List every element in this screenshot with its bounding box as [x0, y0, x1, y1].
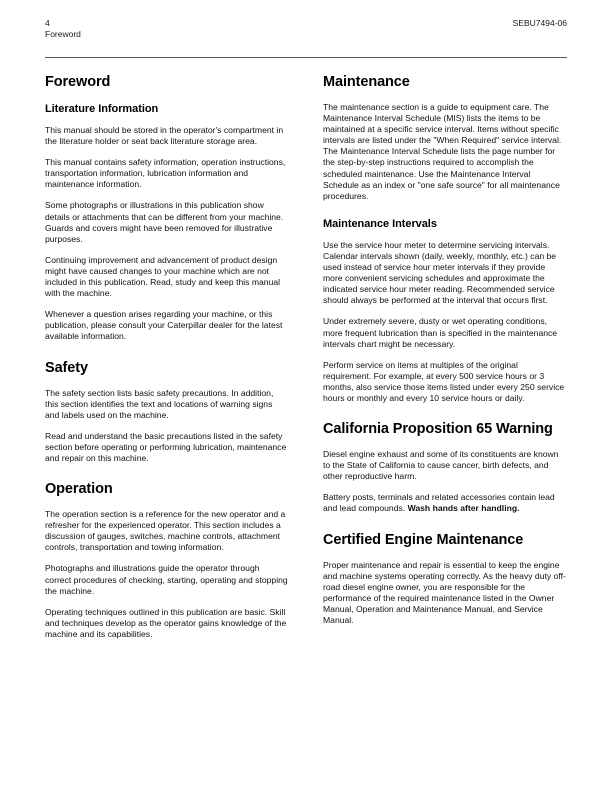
left-text-column: [45, 74, 288, 640]
body-paragraph: The safety section lists basic safety precautions. In addition, this section identifies the text and locations of warning signs and labels used on the machine.: [45, 387, 274, 420]
body-paragraph: Whenever a question arises regarding your machine, or this publication, please consult your Caterpillar dealer for the latest available information.: [45, 309, 283, 342]
body-paragraph: [323, 492, 566, 514]
body-paragraph: Read and understand the basic precautions listed in the safety section before operating or performing lubrication, maintenance and repair on this machine.: [45, 430, 287, 463]
body-paragraph: Photographs and illustrations guide the operator through correct procedures of checking, starting, operating and stopping the machine.: [45, 563, 288, 596]
paragraph-text: Battery posts, terminals and related accessories contain lead and lead compounds.: [323, 492, 555, 514]
page-number: 4: [45, 18, 50, 28]
body-paragraph: Diesel engine exhaust and some of its constituents are known to the State of California to cause cancer, birth defects, and other reproductive harm.: [323, 449, 559, 482]
body-paragraph: Perform service on items at multiples of the original requirement. For example, at every 500 service hours or 3 months, also service those items listed under every 250 service hours or monthly and every 10 service hours or daily.: [323, 359, 565, 403]
body-paragraph: The operation section is a reference for the new operator and a refresher for the experienced operator. This section includes a discussion of gauges, switches, machine controls, attachment controls, transportation and towing information.: [45, 509, 286, 553]
body-paragraph: Proper maintenance and repair is essential to keep the engine and machine systems operating correctly. As the heavy duty off-road diesel engine owner, you are responsible for the performance of the required maintenance listed in the Owner Manual, Operation and Maintenance Manual, and Service Manual.: [323, 559, 566, 625]
body-paragraph: Under extremely severe, dusty or wet operating conditions, more frequent lubrication than is specified in the maintenance intervals chart might be necessary.: [323, 316, 558, 349]
section-heading-maintenance: Maintenance: [323, 74, 410, 90]
section-heading-foreword: Foreword: [45, 74, 111, 90]
body-columns: [45, 74, 567, 640]
header-divider-rule: [45, 57, 567, 58]
header-section-name: Foreword: [45, 29, 81, 39]
header-left-group: [45, 18, 81, 40]
section-heading-certified-engine-maintenance: Certified Engine Maintenance: [323, 531, 524, 548]
publication-number: SEBU7494-06: [512, 18, 567, 28]
body-paragraph: Use the service hour meter to determine servicing intervals. Calendar intervals shown (daily, weekly, monthly, etc.) can be used instead of service hour meter intervals if they provide more convenient servicing schedules and approximate the indicated service hour meter reading. Recommended service should always be performed at the interval that occurs first.: [323, 239, 557, 306]
section-heading-california-proposition-65-warning: California Proposition 65 Warning: [323, 421, 553, 438]
section-heading-safety: Safety: [45, 359, 88, 376]
body-paragraph: This manual contains safety information, operation instructions, transportation information, lubrication information and maintenance information.: [45, 157, 286, 190]
body-paragraph: The maintenance section is a guide to equipment care. The Maintenance Interval Schedule (MIS) lists the items to be maintained at a specific service interval. Items without specific intervals are listed under the "When Required" service interval. The Maintenance Interval Schedule lists the page number for the step-by-step instructions required to accomplish the scheduled maintenance. Use the Maintenance Interval Schedule as an index or "one safe source" for all maintenance procedures.: [323, 102, 562, 201]
body-paragraph: Operating techniques outlined in this publication are basic. Skill and techniques develop as the operator gains knowledge of the machine and its capabilities.: [45, 606, 287, 639]
subsection-heading-literature-information: Literature Information: [45, 103, 159, 115]
running-header: [45, 18, 567, 40]
section-heading-operation: Operation: [45, 481, 113, 498]
emphasis-text: Wash hands after handling.: [407, 503, 520, 514]
right-text-column: [323, 74, 566, 626]
body-paragraph: Some photographs or illustrations in this publication show details or attachments that can be different from your machine. Guards and covers might have been removed for illustrative purposes.: [45, 200, 284, 244]
body-paragraph: This manual should be stored in the operator's compartment in the literature holder or seat back literature storage area.: [45, 125, 284, 147]
subsection-heading-maintenance-intervals: Maintenance Intervals: [323, 217, 437, 230]
body-paragraph: Continuing improvement and advancement of product design might have caused changes to your machine which are not included in this publication. Read, study and keep this manual with the machine.: [45, 254, 281, 299]
